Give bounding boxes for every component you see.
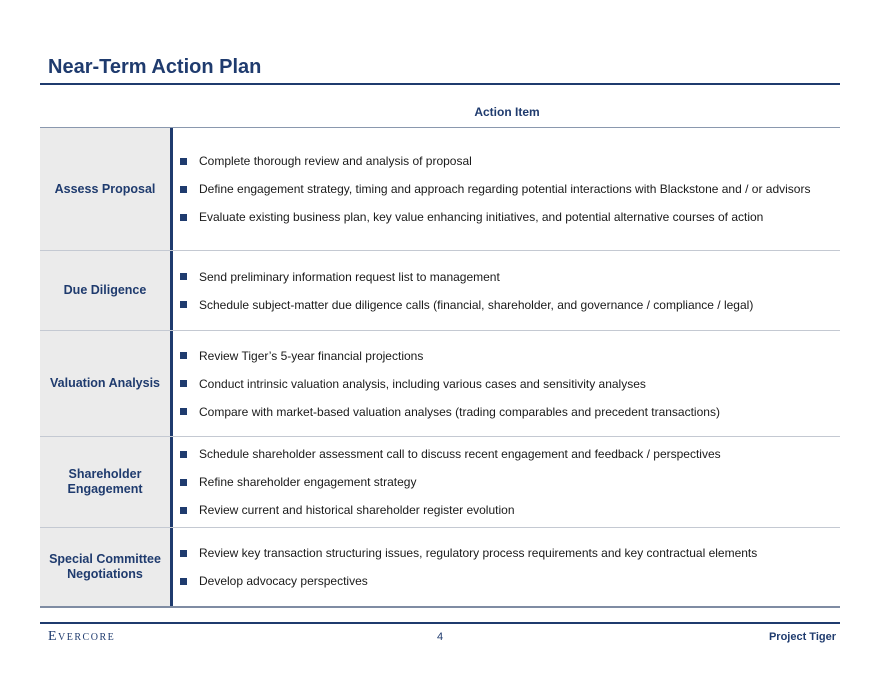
square-bullet-icon: [180, 507, 187, 514]
list-item-text: Send preliminary information request list to management: [199, 269, 500, 284]
list-item-text: Review key transaction structuring issues, regulatory process requirements and key contractual elements: [199, 546, 758, 560]
row-items: [173, 331, 840, 436]
list-item: [180, 203, 840, 231]
list-item-text: Develop advocacy perspectives: [199, 574, 368, 588]
list-item: [180, 370, 840, 398]
list-item: [180, 496, 840, 524]
square-bullet-icon: [180, 186, 187, 193]
list-item: [180, 147, 840, 175]
row-items: [173, 251, 840, 330]
table-row-shareholder-engagement: [40, 437, 840, 528]
square-bullet-icon: [180, 408, 187, 415]
square-bullet-icon: [180, 301, 187, 308]
square-bullet-icon: [180, 273, 187, 280]
row-label: Due Diligence: [40, 251, 170, 330]
list-item: [180, 398, 840, 426]
square-bullet-icon: [180, 352, 187, 359]
square-bullet-icon: [180, 479, 187, 486]
list-item: [180, 263, 840, 291]
list-item: [180, 291, 840, 319]
table-row-valuation-analysis: [40, 331, 840, 437]
list-item-text: Define engagement strategy, timing and approach regarding potential interactions with Blackstone and / or advisors: [199, 182, 811, 196]
row-label: Assess Proposal: [40, 128, 170, 250]
page-number: 4: [436, 631, 444, 643]
list-item: [180, 440, 840, 468]
table-row-assess-proposal: [40, 128, 840, 251]
list-item-text: Refine shareholder engagement strategy: [199, 475, 417, 489]
square-bullet-icon: [180, 158, 187, 165]
table-row-due-diligence: [40, 251, 840, 331]
list-item-text: Complete thorough review and analysis of proposal: [199, 154, 472, 168]
row-label: Valuation Analysis: [40, 331, 170, 436]
footer-divider: [40, 622, 840, 624]
list-item-text: Review Tiger’s 5-year financial projections: [199, 348, 424, 363]
list-item-text: Schedule subject-matter due diligence calls (financial, shareholder, and governance / compliance / legal): [199, 297, 754, 312]
list-item: [180, 175, 840, 203]
list-item-text: Compare with market-based valuation analyses (trading comparables and precedent transactions): [199, 404, 720, 419]
list-item-text: Evaluate existing business plan, key value enhancing initiatives, and potential alternative courses of action: [199, 210, 764, 224]
list-item-text: Schedule shareholder assessment call to discuss recent engagement and feedback / perspectives: [199, 447, 721, 461]
square-bullet-icon: [180, 578, 187, 585]
page-title: Near-Term Action Plan: [48, 56, 262, 78]
list-item: [180, 539, 840, 567]
list-item: [180, 567, 840, 595]
square-bullet-icon: [180, 214, 187, 221]
row-label: Shareholder Engagement: [40, 437, 170, 527]
evercore-logo: Evercore: [48, 629, 116, 644]
row-items: [173, 437, 840, 527]
row-items: [173, 528, 840, 606]
list-item-text: Conduct intrinsic valuation analysis, including various cases and sensitivity analyses: [199, 376, 646, 391]
list-item: [180, 342, 840, 370]
square-bullet-icon: [180, 380, 187, 387]
row-label: Special Committee Negotiations: [40, 528, 170, 606]
project-name: Project Tiger: [768, 631, 836, 643]
table-row-special-committee-negotiations: [40, 528, 840, 608]
column-header: Action Item: [474, 105, 540, 119]
square-bullet-icon: [180, 550, 187, 557]
action-plan-table: [40, 128, 840, 608]
square-bullet-icon: [180, 451, 187, 458]
row-items: [173, 128, 840, 250]
list-item: [180, 468, 840, 496]
list-item-text: Review current and historical shareholder register evolution: [199, 503, 515, 517]
title-divider: [40, 83, 840, 85]
